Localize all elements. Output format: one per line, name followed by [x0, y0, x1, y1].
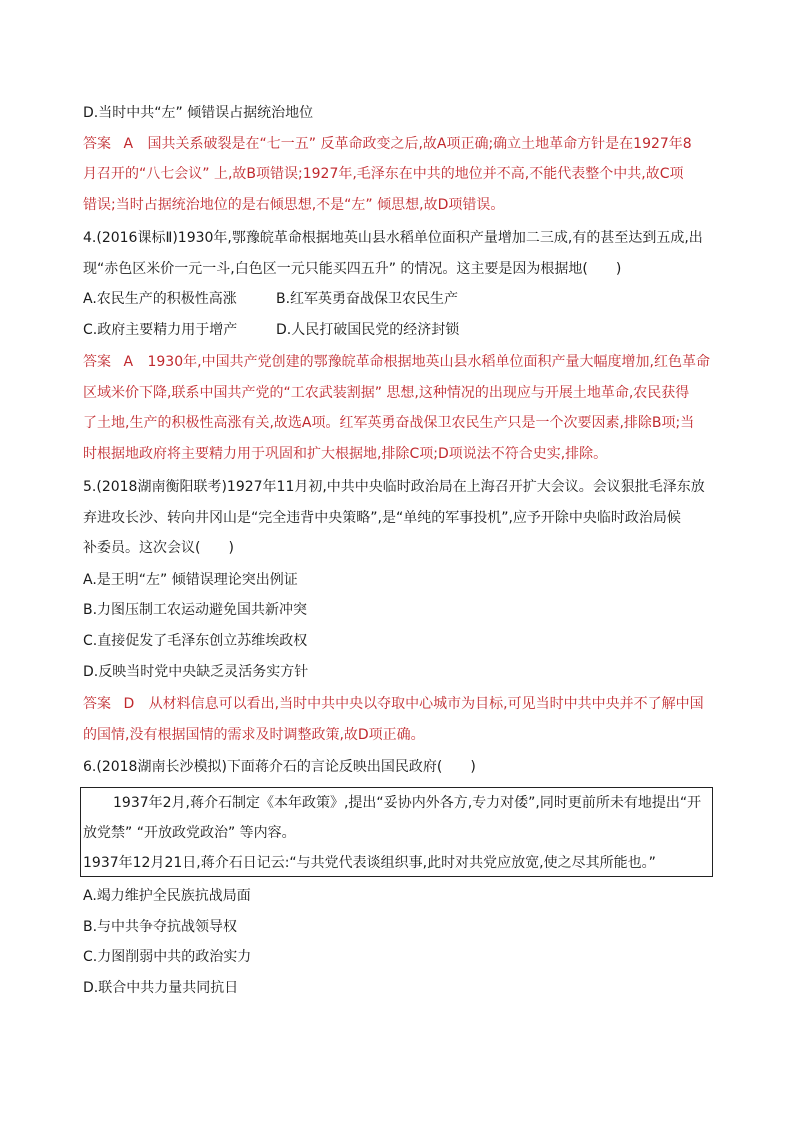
q6-option-a: A.竭力维护全民族抗战局面	[83, 888, 251, 904]
q3-answer-line-3: 错误;当时占据统治地位的是右倾思想,不是“左” 倾思想,故D项错误。	[83, 197, 505, 213]
q4-option-d: D.人民打破国民党的经济封锁	[276, 322, 460, 338]
answer-letter: A	[123, 136, 134, 152]
q5-answer-line-2: 的国情,没有根据国情的需求及时调整政策,故D项正确。	[83, 727, 425, 743]
q6-option-b: B.与中共争夺抗战领导权	[83, 919, 238, 935]
q4-answer-line-3: 了土地,生产的积极性高涨有关,故选A项。红军英勇奋战保卫农民生产只是一个次要因素,排除B项;当	[83, 415, 695, 431]
q5-answer-line-1	[83, 694, 704, 714]
q5-option-a: A.是王明“左” 倾错误理论突出例证	[83, 572, 298, 588]
q4-option-b: B.红军英勇奋战保卫农民生产	[276, 291, 459, 307]
answer-letter: D	[123, 696, 135, 712]
answer-text: 国共关系破裂是在“七一五” 反革命政变之后,故A项正确;确立土地革命方针是在1927年8	[147, 136, 692, 152]
answer-label: 答案	[83, 696, 111, 712]
q4-stem-line-1: 4.(2016课标Ⅱ)1930年,鄂豫皖革命根据地英山县水稻单位面积产量增加二三成,有的甚至达到五成,出	[83, 230, 703, 246]
q4-answer-line-2: 区域米价下降,联系中国共产党的“工农武装割据” 思想,这种情况的出现应与开展土地革命,农民获得	[83, 385, 690, 401]
q6-quote-line-1: 1937年2月,蒋介石制定《本年政策》,提出“妥协内外各方,专力对倭”,同时更前所未有地提出“开	[113, 795, 702, 811]
q6-quote-line-3: 1937年12月21日,蒋介石日记云:“与共党代表谈组织事,此时对共党应放宽,使之尽其所能也。”	[83, 855, 656, 871]
q5-stem-line-3: 补委员。这次会议( )	[83, 540, 234, 556]
q6-option-d: D.联合中共力量共同抗日	[83, 980, 239, 996]
q4-option-a: A.农民生产的积极性高涨	[83, 291, 237, 307]
q5-stem-line-1: 5.(2018湖南衡阳联考)1927年11月初,中共中央临时政治局在上海召开扩大会议。会议狠批毛泽东放	[83, 479, 705, 495]
q5-option-c: C.直接促发了毛泽东创立苏维埃政权	[83, 633, 308, 649]
answer-text: 1930年,中国共产党创建的鄂豫皖革命根据地英山县水稻单位面积产量大幅度增加,红色革命	[147, 354, 711, 370]
q4-answer-line-1	[83, 352, 710, 372]
answer-text: 从材料信息可以看出,当时中共中央以夺取中心城市为目标,可见当时中共中央并不了解中国	[148, 696, 704, 712]
q6-option-c: C.力图削弱中共的政治实力	[83, 949, 252, 965]
answer-label: 答案	[83, 136, 111, 152]
q6-stem: 6.(2018湖南长沙模拟)下面蒋介石的言论反映出国民政府( )	[83, 759, 476, 775]
q4-option-c: C.政府主要精力用于增产	[83, 322, 238, 338]
q5-stem-line-2: 弃进攻长沙、转向井冈山是“完全违背中央策略”,是“单纯的军事投机”,应予开除中央临时政治局候	[83, 510, 681, 526]
q4-stem-line-2: 现“赤色区米价一元一斗,白色区一元只能买四五升” 的情况。这主要是因为根据地( )	[83, 261, 622, 277]
q5-option-b: B.力图压制工农运动避免国共新冲突	[83, 602, 308, 618]
q3-answer-line-1	[83, 134, 692, 154]
answer-letter: A	[123, 354, 134, 370]
q6-quote-line-2: 放党禁” “开放政党政治” 等内容。	[83, 825, 296, 841]
answer-label: 答案	[83, 354, 111, 370]
q4-answer-line-4: 时根据地政府将主要精力用于巩固和扩大根据地,排除C项;D项说法不符合史实,排除。	[83, 446, 608, 462]
q3-option-d: D.当时中共“左” 倾错误占据统治地位	[83, 105, 314, 121]
q5-option-d: D.反映当时党中央缺乏灵活务实方针	[83, 664, 309, 680]
q3-answer-line-2: 月召开的“八七会议” 上,故B项错误;1927年,毛泽东在中共的地位并不高,不能代表整个中共,故C项	[83, 166, 684, 182]
